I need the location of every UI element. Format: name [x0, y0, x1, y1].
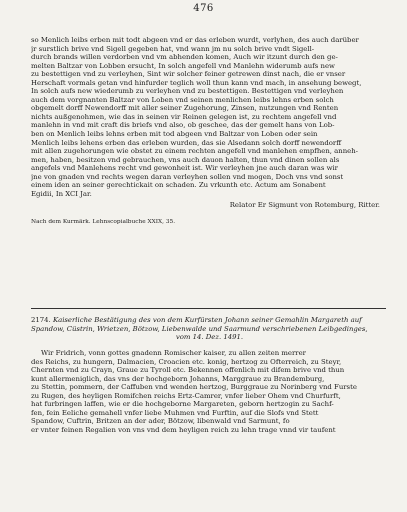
text-line: ben on Menlich leibs lehns erben mit tod abgeen vnd Baltzar von Loben oder sein — [31, 130, 318, 139]
text-line: Chernten vnd zu Crayn, Graue zu Tyroll etc. Bekennen offenlich mit difem brive vnd thun — [31, 366, 345, 375]
section-divider — [31, 308, 386, 309]
text-line: mit allen zugehorungen wie obstet zu einem rechten angefell vnd manlehen empfhen, anneh- — [31, 147, 358, 156]
text-line: durch brands willen verdorben vnd vm abhenden komen, Auch wir itzunt durch den ge- — [31, 53, 338, 62]
text-line: angefels vnd Manlehens recht vnd gewonheit ist. Wir verleyhen jne auch daran was wir — [31, 164, 338, 173]
text-line: nichts außgenohmen, wie das in seinen vir Reinen gelegen ist, zu rechtem angefell vnd — [31, 112, 337, 121]
relator: Relator Er Sigmunt von Rotemburg, Ritter. — [229, 201, 380, 209]
text-line: manlehn in vnd mit craft dis briefs vnd also, ob geschee, das der gemelt hans von Lob- — [31, 121, 335, 130]
text-line: zu bestettigen vnd zu verleyhen, Sint wir solcher feiner getrewen dinst nach, die er vnser — [31, 70, 346, 79]
document-number: 2174. — [31, 316, 51, 324]
relator-line — [31, 201, 388, 210]
text-line: Egidii, In XCI Jar. — [31, 189, 92, 198]
text-line: einem iden an seiner gerechtickait on schaden. Zu vrkunth etc. Actum am Sonabent — [31, 181, 326, 190]
upper-paragraph — [31, 36, 388, 198]
text-line: er vnter feinen Regalien von vns vnd dem heyligen reich zu lehn trage vnnd vir taufent — [31, 425, 336, 434]
text-line: melten Baltzar von Lobben ersucht, In solch angefell vnd Manlehn widerumb aufs new — [31, 61, 335, 70]
source-note: Nach dem Kurmärk. Lehnscopialbuche XXIX, 35. — [31, 219, 176, 225]
text-line: auch dem vorgnanten Baltzar von Loben vnd seinen menlichen leibs lehns erben solch — [31, 95, 334, 104]
text-line: zu Stettin, pommern, der Caffuben vnd wenden hertzog, Burggraue zu Norinberg vnd Furste — [31, 383, 357, 392]
document-heading — [31, 316, 388, 342]
text-line: des Reichs, zu hungern, Dalmacien, Croacien etc. konig, hertzog zu Ofterreich, zu Steyr, — [31, 357, 342, 366]
text-line: fen, fein Eeliche gemahell vnfer liebe Muhmen vnd Furftin, auf die Slofs vnd Stett — [31, 408, 319, 417]
text-line: jne von gnaden vnd rechts wegen daran verleyhen sollen vnd mogen, Doch vns vnd sonst — [31, 172, 344, 181]
text-line: Spandow, Cuftrin, Britzen an der ader, Bötzow, libenwald vnd Sarmunt, fo — [31, 417, 290, 426]
text-line: zu Rugen, des heyligen Romifchen reichs Ertz-Camrer, vnfer lieber Ohem vnd Churfurft, — [31, 391, 341, 400]
text-line: Wir Fridrich, vonn gottes gnadenn Romischer kaiser, zu allen zeiten merrer — [41, 349, 306, 357]
lower-paragraph — [31, 349, 388, 434]
text-line: jr surstlich brive vnd Sigell gegeben hat, vnd wann jm nu solch brive vndt Sigell- — [31, 44, 315, 53]
document-title-line: Spandow, Cüstrin, Wrietzen, Bötzow, Liebenwalde und Saarmund verschriebenen Leibgedinges, — [31, 324, 368, 333]
text-line: so Menlich leibs erben mit todt abgeen vnd er das erleben wurdt, verlyhen, des auch darüber — [31, 36, 359, 44]
text-line: kunt allermeniglich, das vns der hochgeborn Johanns, Marggraue zu Brandemburg, — [31, 374, 325, 383]
text-line: obgemelt dorff Newendorff mit aller seiner Zugehorung, Zinsen, nutzungen vnd Renten — [31, 104, 339, 113]
text-line: Menlich leibs lehens erben das erleben wurden, das sie Alsedann solch dorff newendorff — [31, 138, 342, 147]
text-line: men, haben, besitzen vnd gebrauchen, vns auch dauon halten, thun vnd dinen sollen als — [31, 155, 340, 164]
document-title-line: Kaiserliche Bestätigung des von dem Kurfürsten Johann seiner Gemahlin Margareth auf — [52, 316, 362, 324]
text-line: Herschaft vormals getan vnd hinfurder teglich woll thun kann vnd mach, in ansehung bewegt, — [31, 78, 362, 87]
page-number: 476 — [193, 3, 214, 14]
text-line: In solch aufs new wiederumb zu verleyhen vnd zu bestettigen. Bestettigen vnd verleyhen — [31, 87, 344, 96]
text-line: hat furbringen laffen, wie er die hochgeborne Margareten, geborn hertzogin zu Sachf- — [31, 400, 334, 409]
document-title-line: vom 14. Dez. 1491. — [175, 333, 244, 342]
source-note-block — [31, 218, 388, 226]
